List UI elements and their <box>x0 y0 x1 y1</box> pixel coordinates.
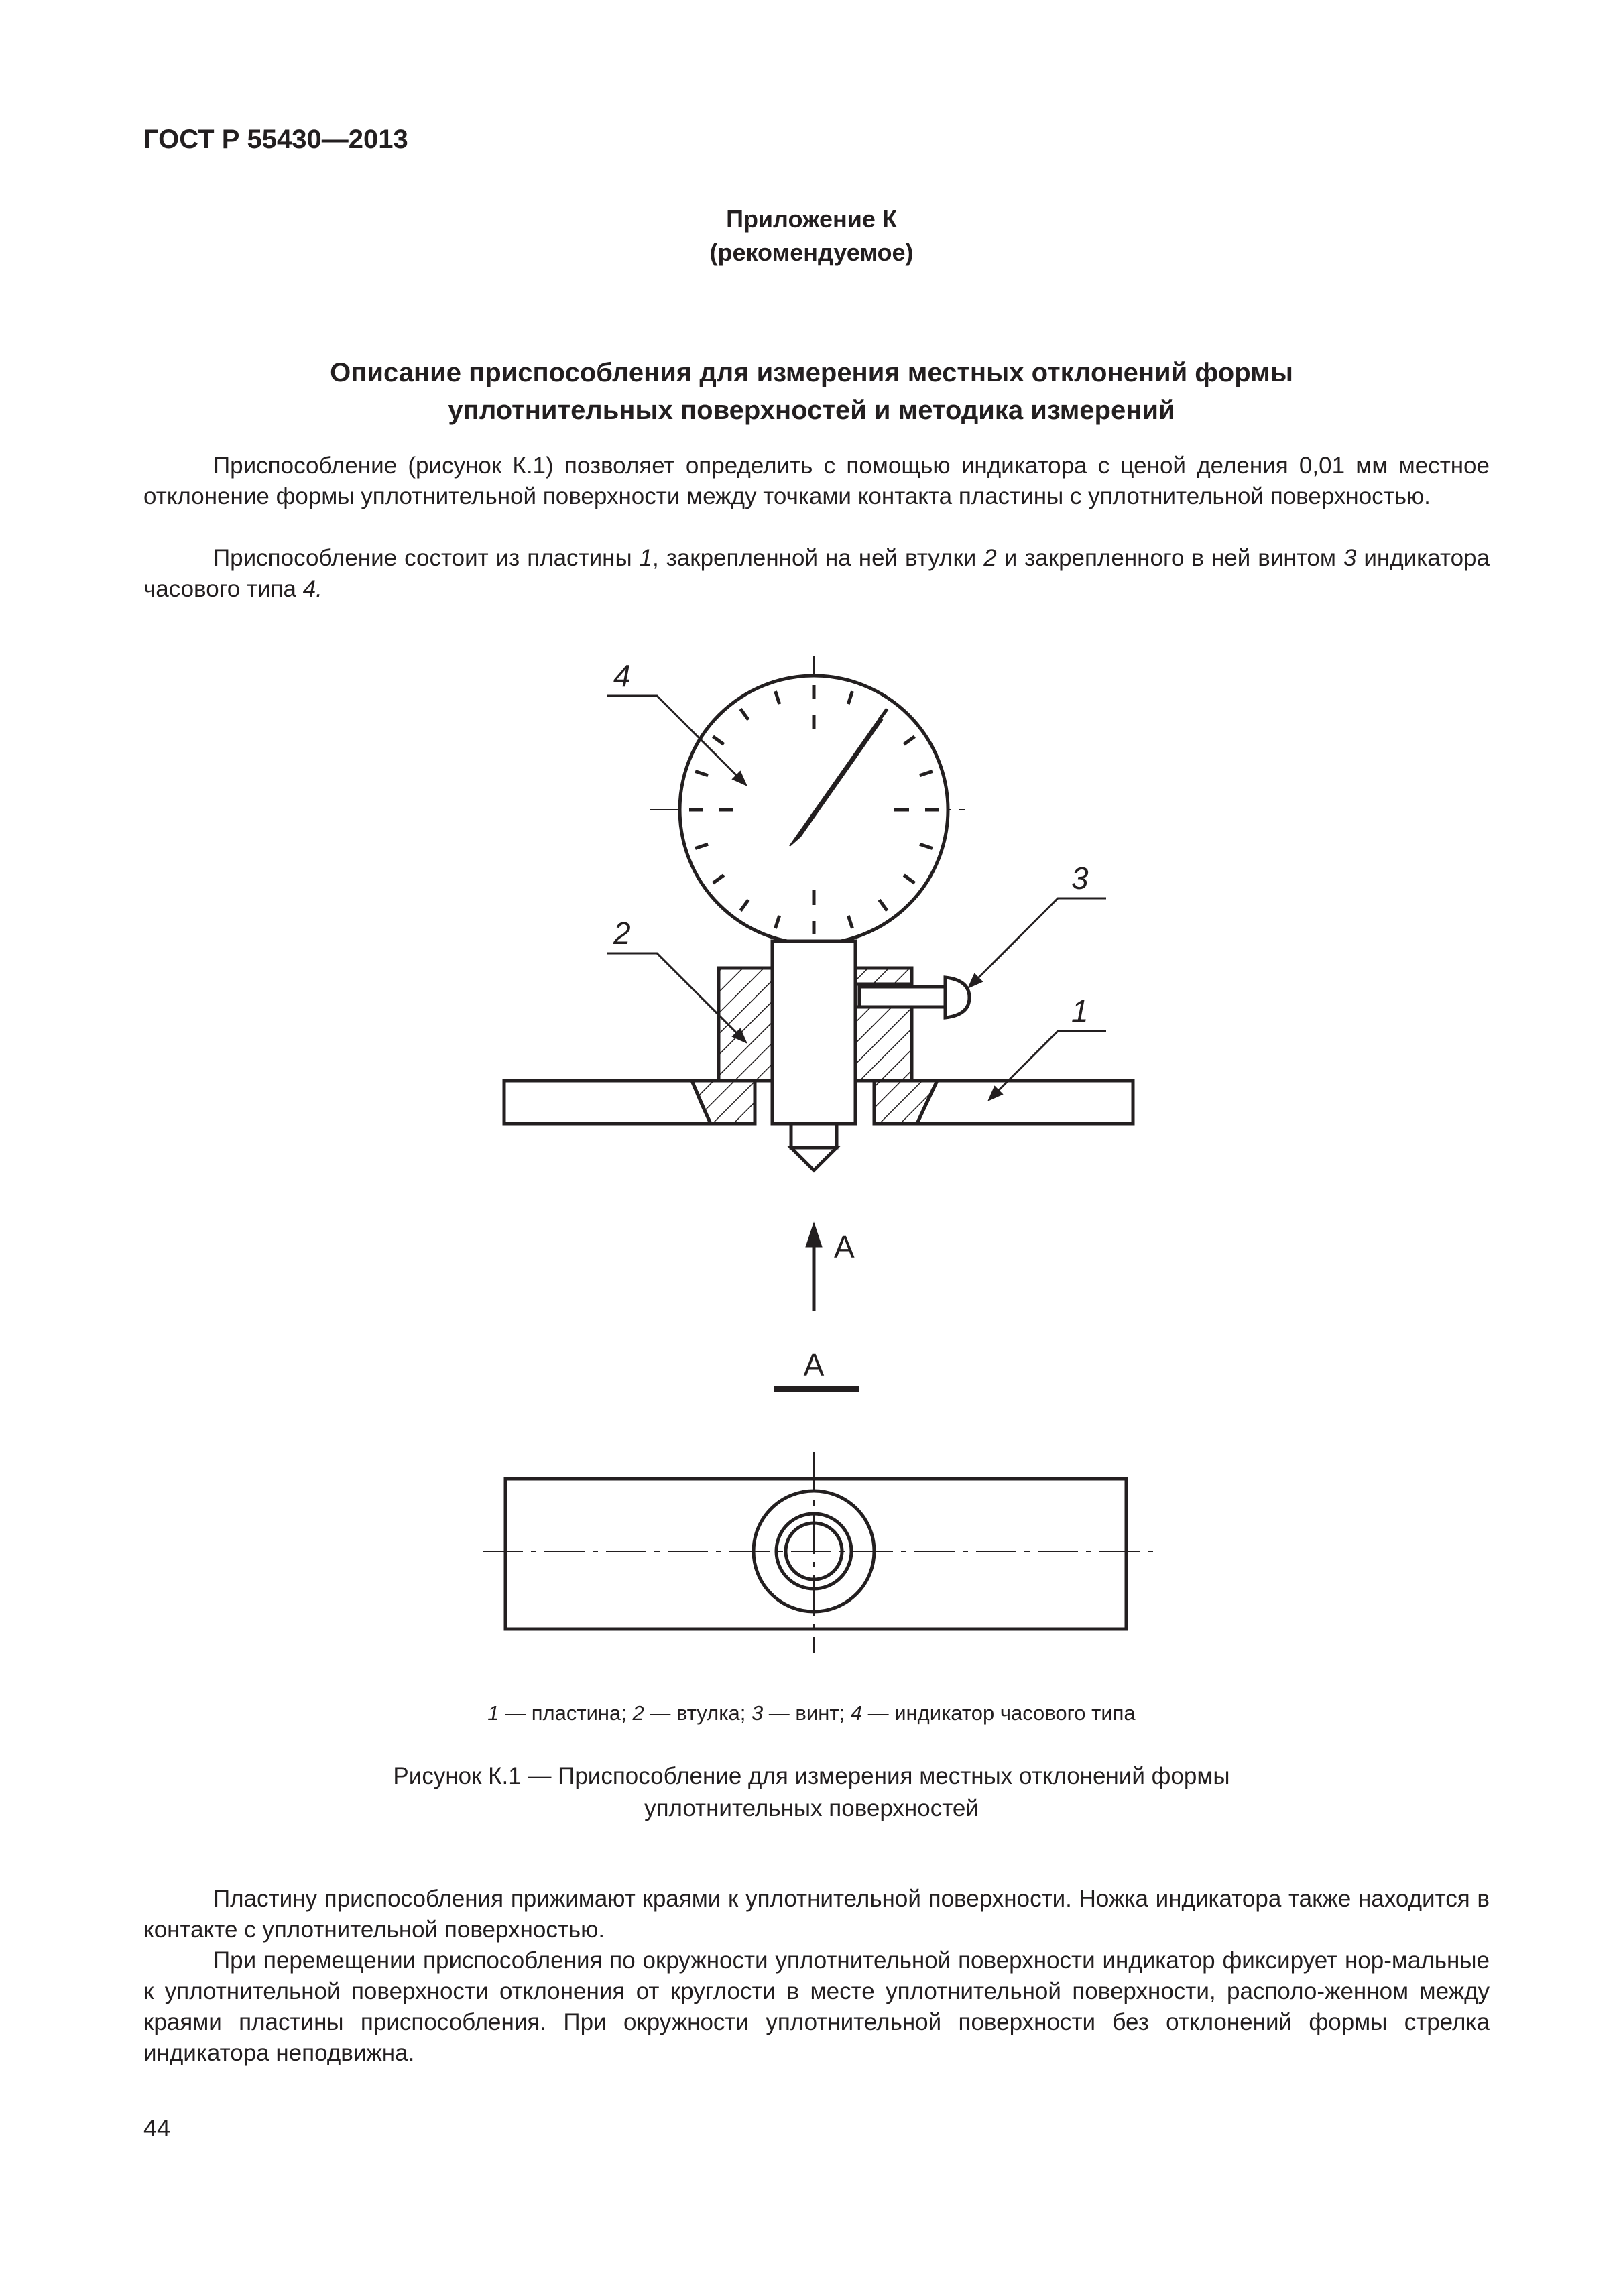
callout-1: 1 <box>1071 993 1089 1028</box>
figure-caption-line2: уплотнительных поверхностей <box>644 1795 979 1821</box>
section-title-line2: уплотнительных поверхностей и методика измерений <box>448 396 1175 425</box>
lower-plate <box>505 1479 1126 1629</box>
dial-indicator <box>680 676 948 944</box>
view-arrow-label: А <box>834 1229 855 1264</box>
intro-paragraph-1: Приспособление (рисунок К.1) позволяет определить с помощью индикатора с ценой деления 0,01 мм местное отклонение формы уплотнительной поверхности между точками контакта пластины с уплотнительной поверхностью. <box>143 452 1490 509</box>
callout-3: 3 <box>1071 861 1089 896</box>
lower-view <box>505 1479 1126 1629</box>
indicator-stem <box>772 941 855 1124</box>
annex-status: (рекомендуемое) <box>709 239 914 266</box>
callout-4: 4 <box>613 658 631 693</box>
view-title: А <box>803 1347 825 1382</box>
document-number: ГОСТ Р 55430—2013 <box>143 125 408 154</box>
figure-caption <box>0 1760 1623 1825</box>
indicator-probe <box>791 1124 837 1170</box>
view-arrow <box>806 1223 822 1311</box>
intro-paragraph-2: Приспособление состоит из пластины 1, закрепленной на ней втулки 2 и закрепленного в ней винтом 3 индикатора часового типа 4. <box>143 545 1490 602</box>
figure-legend: 1 — пластина; 2 — втулка; 3 — винт; 4 — индикатор часового типа <box>487 1701 1136 1725</box>
leader-1 <box>989 1031 1106 1099</box>
figure-caption-line1: Рисунок К.1 — Приспособление для измерения местных отклонений формы <box>393 1763 1230 1789</box>
annex-title: Приложение К <box>726 205 897 233</box>
method-paragraph-1: Пластину приспособления прижимают краями к уплотнительной поверхности. Ножка индикатора также находится в контакте с уплотнительной поверхностью. <box>143 1886 1490 1943</box>
method-paragraph-2: При перемещении приспособления по окружности уплотнительной поверхности индикатор фиксирует нор-мальные к уплотнительной поверхности отклонения от круглости в месте уплотнительной поверхности, располо-женном между краями пластины приспособления. При окружности уплотнительной поверхности без отклонений формы стрелка индикатора неподвижна. <box>143 1947 1490 2066</box>
page-number: 44 <box>143 2114 171 2142</box>
section-title-line1: Описание приспособления для измерения местных отклонений формы <box>330 358 1293 387</box>
callout-2: 2 <box>613 916 631 951</box>
leader-3 <box>969 898 1106 987</box>
